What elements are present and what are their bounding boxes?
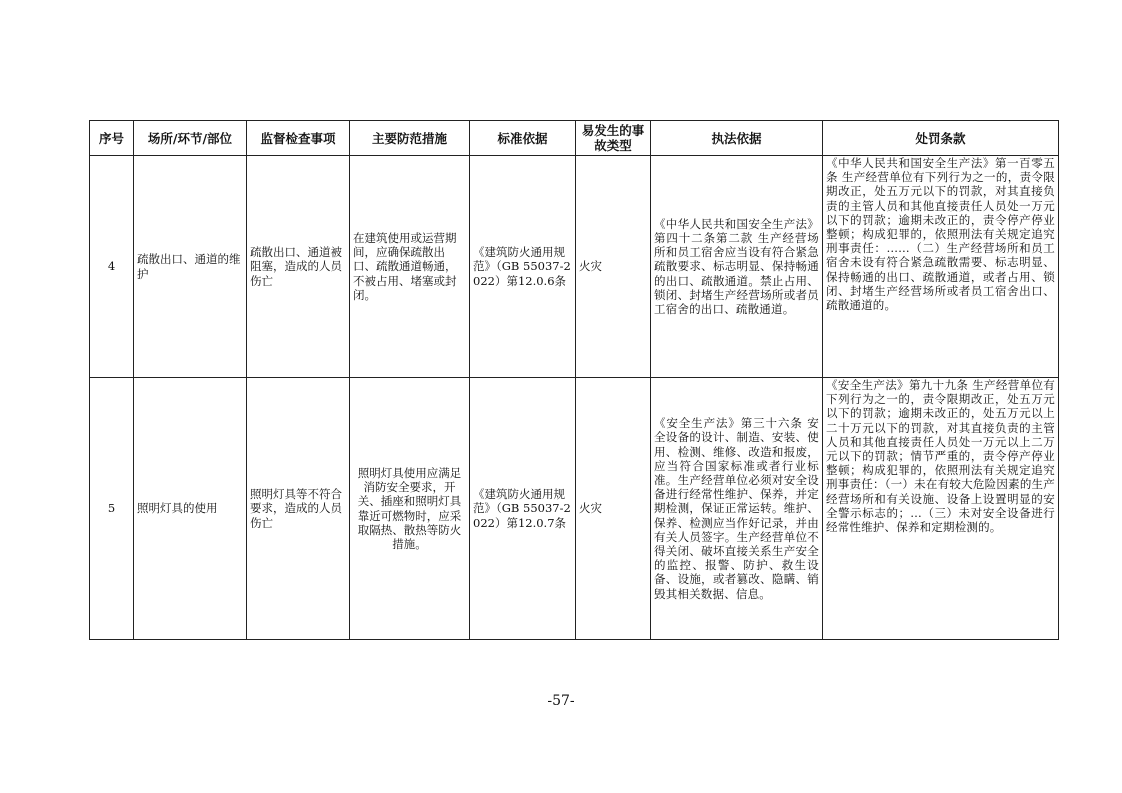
law-cell: 《安全生产法》第三十六条 安全设备的设计、制造、安装、使用、检测、维修、改造和报废，应当符合国家标准或者行业标准。生产经营单位必须对安全设备进行经常性维护、保养，并定期检测，保证正常运转。维护、保养、检测应当作好记录，并由有关人员签字。生产经营单位不得关闭、破坏直接关系生产安全的监控、报警、防护、救生设备、设施，或者篡改、隐瞒、销毁其相关数据、信息。 xyxy=(651,378,823,640)
item-cell: 疏散出口、通道被阻塞，造成的人员伤亡 xyxy=(247,156,350,378)
measure-cell: 照明灯具使用应满足消防安全要求，开关、插座和照明灯具靠近可燃物时，应采取隔热、散热等防火措施。 xyxy=(350,378,470,640)
measure-cell: 在建筑使用或运营期间，应确保疏散出口、疏散通道畅通，不被占用、堵塞或封闭。 xyxy=(350,156,470,378)
header-penalty: 处罚条款 xyxy=(823,121,1059,156)
header-standard: 标准依据 xyxy=(470,121,576,156)
header-measures: 主要防范措施 xyxy=(350,121,470,156)
header-row xyxy=(90,121,1059,156)
accident-cell: 火灾 xyxy=(576,378,651,640)
accident-cell: 火灾 xyxy=(576,156,651,378)
penalty-cell: 《安全生产法》第九十九条 生产经营单位有下列行为之一的，责令限期改正，处五万元以下的罚款；逾期未改正的，处五万元以上二十万元以下的罚款，对其直接负责的主管人员和其他直接责任人员处一万元以上二万元以下的罚款；情节严重的，责令停产停业整顿；构成犯罪的，依照刑法有关规定追究刑事责任：（一）未在有较大危险因素的生产经营场所和有关设施、设备上设置明显的安全警示标志的；…（三）未对安全设备进行经常性维护、保养和定期检测的。 xyxy=(823,378,1059,640)
header-no: 序号 xyxy=(90,121,134,156)
place-cell: 照明灯具的使用 xyxy=(134,378,247,640)
header-place: 场所/环节/部位 xyxy=(134,121,247,156)
row-number: 5 xyxy=(90,378,134,640)
table-row xyxy=(90,378,1059,640)
item-cell: 照明灯具等不符合要求，造成的人员伤亡 xyxy=(247,378,350,640)
standard-cell: 《建筑防火通用规范》（GB 55037-2022）第12.0.7条 xyxy=(470,378,576,640)
place-cell: 疏散出口、通道的维护 xyxy=(134,156,247,378)
table-row xyxy=(90,156,1059,378)
penalty-cell: 《中华人民共和国安全生产法》第一百零五条 生产经营单位有下列行为之一的，责令限期改正，处五万元以下的罚款，对其直接负责的主管人员和其他直接责任人员处一万元以下的罚款；逾期未改正的，责令停产停业整顿；构成犯罪的，依照刑法有关规定追究刑事责任：……（二）生产经营场所和员工宿舍未设有符合紧急疏散需要、标志明显、保持畅通的出口、疏散通道，或者占用、锁闭、封堵生产经营场所或者员工宿舍出口、疏散通道的。 xyxy=(823,156,1059,378)
header-accident-type: 易发生的事故类型 xyxy=(576,121,651,156)
header-legal-basis: 执法依据 xyxy=(651,121,823,156)
standard-cell: 《建筑防火通用规范》（GB 55037-2022）第12.0.6条 xyxy=(470,156,576,378)
page-number: -57- xyxy=(547,693,575,709)
header-inspection-item: 监督检查事项 xyxy=(247,121,350,156)
inspection-table xyxy=(89,120,1059,640)
law-cell: 《中华人民共和国安全生产法》第四十二条第二款 生产经营场所和员工宿舍应当设有符合紧急疏散要求、标志明显、保持畅通的出口、疏散通道。禁止占用、锁闭、封堵生产经营场所或者员工宿舍的出口、疏散通道。 xyxy=(651,156,823,378)
row-number: 4 xyxy=(90,156,134,378)
